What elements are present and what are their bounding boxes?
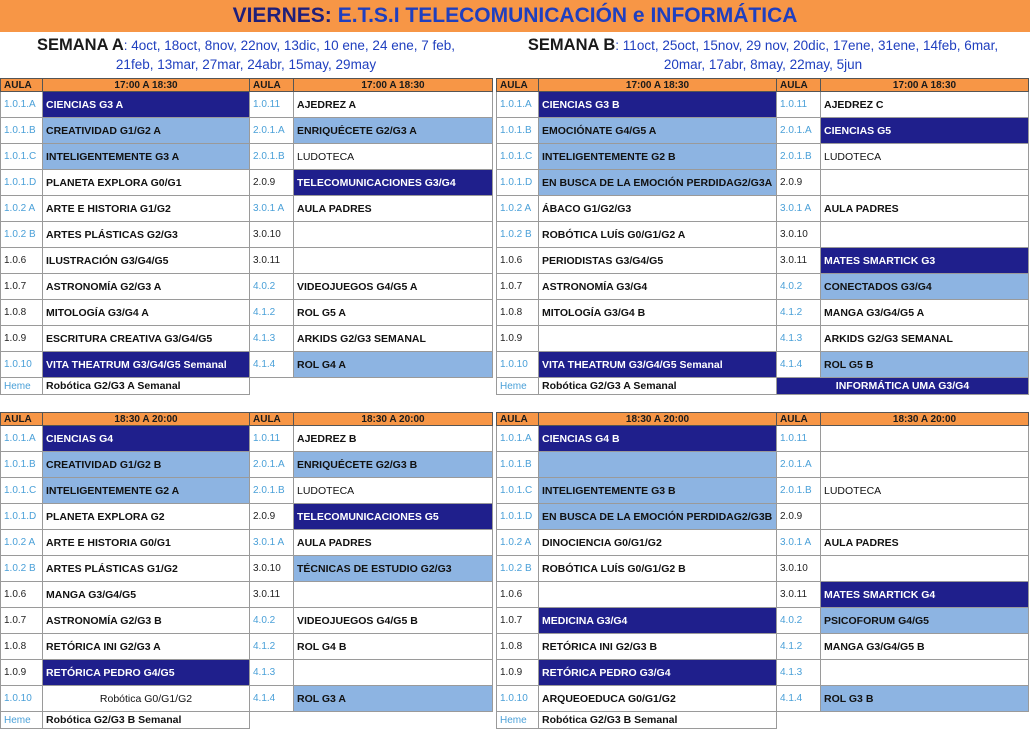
time-slot-header: 18:30 A 20:00: [43, 413, 250, 426]
activity-cell: Robótica G2/G3 B Semanal: [43, 712, 250, 729]
room-code: 1.0.1.C: [1, 478, 43, 504]
activity-cell: ROBÓTICA LUÍS G0/G1/G2 A: [539, 222, 777, 248]
aula-header: AULA: [777, 79, 821, 92]
activity-cell: INTELIGENTEMENTE G2 A: [43, 478, 250, 504]
schedule-row: [1, 352, 493, 378]
room-code: 4.1.2: [250, 300, 294, 326]
schedule-row: [497, 144, 1029, 170]
time-slot-header: 17:00 A 18:30: [43, 79, 250, 92]
activity-cell: [821, 452, 1029, 478]
schedule-row: [1, 300, 493, 326]
room-code: 4.0.2: [250, 274, 294, 300]
room-code: 1.0.8: [497, 300, 539, 326]
room-code: 2.0.9: [777, 504, 821, 530]
time-slot-header: 18:30 A 20:00: [821, 413, 1029, 426]
week-b-dates-1: : 11oct, 25oct, 15nov, 29 nov, 20dic, 17ene, 31ene, 14feb, 6mar,: [615, 38, 999, 53]
activity-cell: CIENCIAS G3 B: [539, 92, 777, 118]
activity-cell: AULA PADRES: [821, 530, 1029, 556]
schedule-row: [497, 170, 1029, 196]
time-slot-header: 17:00 A 18:30: [294, 79, 493, 92]
activity-cell: INTELIGENTEMENTE G2 B: [539, 144, 777, 170]
room-code: 1.0.10: [1, 686, 43, 712]
schedule-row: [497, 248, 1029, 274]
room-code: Heme: [1, 712, 43, 729]
schedule-row: [497, 222, 1029, 248]
room-code: 2.0.1.B: [777, 144, 821, 170]
schedule-row: [1, 634, 493, 660]
activity-cell: MANGA G3/G4/G5 A: [821, 300, 1029, 326]
room-code: 1.0.10: [1, 352, 43, 378]
activity-cell: ARTES PLÁSTICAS G1/G2: [43, 556, 250, 582]
room-code: 3.0.11: [777, 248, 821, 274]
activity-cell: PERIODISTAS G3/G4/G5: [539, 248, 777, 274]
room-code: 4.1.2: [250, 634, 294, 660]
room-code: 4.1.3: [250, 326, 294, 352]
schedule-row: [497, 118, 1029, 144]
activity-cell: TELECOMUNICACIONES G3/G4: [294, 170, 493, 196]
activity-cell: AJEDREZ C: [821, 92, 1029, 118]
activity-cell: PLANETA EXPLORA G0/G1: [43, 170, 250, 196]
activity-cell: PSICOFORUM G4/G5: [821, 608, 1029, 634]
room-code: 1.0.1.A: [1, 426, 43, 452]
room-code: 1.0.1.D: [1, 504, 43, 530]
activity-cell: CONECTADOS G3/G4: [821, 274, 1029, 300]
room-code: 1.0.9: [1, 326, 43, 352]
activity-cell: ROL G4 B: [294, 634, 493, 660]
activity-cell: LUDOTECA: [821, 144, 1029, 170]
activity-cell: AULA PADRES: [294, 196, 493, 222]
time-slot-header: 17:00 A 18:30: [539, 79, 777, 92]
activity-cell: CREATIVIDAD G1/G2 B: [43, 452, 250, 478]
aula-header: AULA: [497, 79, 539, 92]
schedule-row: [1, 92, 493, 118]
schedule-row: [497, 274, 1029, 300]
activity-cell: ROL G3 A: [294, 686, 493, 712]
informatica-uma-cell: INFORMÁTICA UMA G3/G4: [777, 378, 1029, 395]
activity-cell: [821, 426, 1029, 452]
activity-cell: PLANETA EXPLORA G2: [43, 504, 250, 530]
activity-cell: EN BUSCA DE LA EMOCIÓN PERDIDAG2/G3A: [539, 170, 777, 196]
schedule-row: [497, 478, 1029, 504]
room-code: 1.0.1.B: [497, 452, 539, 478]
schedule-row: [497, 92, 1029, 118]
room-code: 3.0.1 A: [250, 196, 294, 222]
room-code: 1.0.1.A: [1, 92, 43, 118]
activity-cell: ROL G3 B: [821, 686, 1029, 712]
schedule-row: [497, 452, 1029, 478]
room-code: 1.0.1.D: [1, 170, 43, 196]
room-code: 4.1.4: [777, 686, 821, 712]
room-code: 1.0.10: [497, 352, 539, 378]
activity-cell: [539, 326, 777, 352]
room-code: 1.0.1.C: [497, 478, 539, 504]
room-code: 2.0.1.B: [777, 478, 821, 504]
schedule-row: [1, 504, 493, 530]
room-code: 1.0.11: [250, 426, 294, 452]
activity-cell: ARKIDS G2/G3 SEMANAL: [821, 326, 1029, 352]
room-code: 1.0.11: [777, 92, 821, 118]
schedule-row: [497, 426, 1029, 452]
schedule-row: [497, 660, 1029, 686]
extra-row: [497, 712, 1029, 729]
room-code: 4.0.2: [777, 274, 821, 300]
room-code: 1.0.1.C: [497, 144, 539, 170]
activity-cell: AJEDREZ B: [294, 426, 493, 452]
activity-cell: MANGA G3/G4/G5: [43, 582, 250, 608]
schedule-row: [1, 452, 493, 478]
room-code: 1.0.9: [497, 660, 539, 686]
room-code: 2.0.1.B: [250, 478, 294, 504]
room-code: 4.1.4: [250, 686, 294, 712]
room-code: 4.1.3: [777, 326, 821, 352]
room-code: 1.0.6: [1, 582, 43, 608]
activity-cell: ARTES PLÁSTICAS G2/G3: [43, 222, 250, 248]
activity-cell: LUDOTECA: [294, 144, 493, 170]
empty-cell: [821, 712, 1029, 729]
room-code: 1.0.2 A: [497, 530, 539, 556]
activity-cell: VITA THEATRUM G3/G4/G5 Semanal: [43, 352, 250, 378]
schedule-row: [1, 582, 493, 608]
schedule-row: [1, 222, 493, 248]
activity-cell: AJEDREZ A: [294, 92, 493, 118]
room-code: 2.0.9: [250, 170, 294, 196]
schedule-row: [1, 326, 493, 352]
week-a-label: SEMANA A: [36, 36, 124, 54]
activity-cell: DINOCIENCIA G0/G1/G2: [539, 530, 777, 556]
room-code: 3.0.10: [250, 556, 294, 582]
schedule-row: [1, 530, 493, 556]
time-slot-header: 18:30 A 20:00: [539, 413, 777, 426]
room-code: 1.0.2 B: [497, 222, 539, 248]
room-code: 1.0.1.A: [497, 92, 539, 118]
activity-cell: [539, 452, 777, 478]
empty-cell: [294, 378, 493, 395]
activity-cell: ROL G5 B: [821, 352, 1029, 378]
activity-cell: LUDOTECA: [294, 478, 493, 504]
empty-cell: [294, 712, 493, 729]
room-code: 2.0.1.B: [250, 144, 294, 170]
activity-cell: VIDEOJUEGOS G4/G5 B: [294, 608, 493, 634]
activity-cell: Robótica G2/G3 A Semanal: [43, 378, 250, 395]
room-code: 1.0.10: [497, 686, 539, 712]
aula-header: AULA: [777, 413, 821, 426]
activity-cell: MEDICINA G3/G4: [539, 608, 777, 634]
room-code: 2.0.9: [777, 170, 821, 196]
schedule-row: [1, 686, 493, 712]
aula-header: AULA: [1, 413, 43, 426]
header-row: [497, 413, 1029, 426]
room-code: 4.1.3: [777, 660, 821, 686]
activity-cell: [821, 170, 1029, 196]
activity-cell: EN BUSCA DE LA EMOCIÓN PERDIDAG2/G3B: [539, 504, 777, 530]
activity-cell: [821, 222, 1029, 248]
room-code: Heme: [497, 712, 539, 729]
activity-cell: VIDEOJUEGOS G4/G5 A: [294, 274, 493, 300]
extra-row: [1, 378, 493, 395]
room-code: Heme: [497, 378, 539, 395]
week-a-header: [0, 36, 492, 76]
empty-cell: [250, 378, 294, 395]
activity-cell: MANGA G3/G4/G5 B: [821, 634, 1029, 660]
activity-cell: MITOLOGÍA G3/G4 A: [43, 300, 250, 326]
room-code: 1.0.6: [497, 582, 539, 608]
room-code: 1.0.2 A: [1, 196, 43, 222]
room-code: 3.0.10: [777, 556, 821, 582]
room-code: 3.0.1 A: [777, 530, 821, 556]
room-code: 3.0.11: [777, 582, 821, 608]
room-code: 2.0.1.A: [777, 118, 821, 144]
time-slot-header: 18:30 A 20:00: [294, 413, 493, 426]
activity-cell: RETÓRICA PEDRO G3/G4: [539, 660, 777, 686]
schedule-row: [497, 634, 1029, 660]
activity-cell: [821, 556, 1029, 582]
room-code: 1.0.7: [497, 274, 539, 300]
activity-cell: [294, 582, 493, 608]
room-code: 1.0.9: [497, 326, 539, 352]
schedule-row: [1, 196, 493, 222]
schedule-row: [497, 608, 1029, 634]
room-code: 4.0.2: [777, 608, 821, 634]
schedule-row: [497, 556, 1029, 582]
activity-cell: ARKIDS G2/G3 SEMANAL: [294, 326, 493, 352]
activity-cell: ASTRONOMÍA G2/G3 A: [43, 274, 250, 300]
room-code: 1.0.2 B: [1, 556, 43, 582]
room-code: 3.0.10: [250, 222, 294, 248]
activity-cell: RETÓRICA PEDRO G4/G5: [43, 660, 250, 686]
room-code: 2.0.1.A: [777, 452, 821, 478]
aula-header: AULA: [250, 413, 294, 426]
schedule-block-a1: [0, 78, 493, 395]
room-code: 1.0.8: [1, 300, 43, 326]
activity-cell: INTELIGENTEMENTE G3 A: [43, 144, 250, 170]
room-code: 1.0.9: [1, 660, 43, 686]
room-code: 4.0.2: [250, 608, 294, 634]
page-title: [0, 0, 1030, 32]
room-code: 1.0.8: [497, 634, 539, 660]
activity-cell: TELECOMUNICACIONES G5: [294, 504, 493, 530]
room-code: 1.0.1.A: [497, 426, 539, 452]
room-code: 1.0.6: [497, 248, 539, 274]
room-code: 4.1.4: [250, 352, 294, 378]
week-a-dates-1: : 4oct, 18oct, 8nov, 22nov, 13dic, 10 ene, 24 ene, 7 feb,: [123, 38, 456, 53]
activity-cell: INTELIGENTEMENTE G3 B: [539, 478, 777, 504]
room-code: 2.0.1.A: [250, 452, 294, 478]
room-code: 1.0.7: [497, 608, 539, 634]
room-code: 1.0.11: [777, 426, 821, 452]
title-day: VIERNES:: [232, 4, 332, 27]
activity-cell: ÁBACO G1/G2/G3: [539, 196, 777, 222]
header-row: [497, 79, 1029, 92]
week-b-dates-2: 20mar, 17abr, 8may, 22may, 5jun: [663, 57, 863, 72]
activity-cell: ARTE E HISTORIA G0/G1: [43, 530, 250, 556]
activity-cell: ESCRITURA CREATIVA G3/G4/G5: [43, 326, 250, 352]
schedule-block-b2: [496, 412, 1029, 729]
empty-cell: [777, 712, 821, 729]
room-code: 4.1.4: [777, 352, 821, 378]
aula-header: AULA: [1, 79, 43, 92]
header-row: [1, 413, 493, 426]
schedule-row: [1, 248, 493, 274]
schedule-row: [1, 660, 493, 686]
extra-row: [497, 378, 1029, 395]
activity-cell: ARQUEOEDUCA G0/G1/G2: [539, 686, 777, 712]
week-b-label: SEMANA B: [527, 36, 616, 54]
schedule-row: [497, 582, 1029, 608]
activity-cell: ROL G5 A: [294, 300, 493, 326]
room-code: 1.0.1.B: [497, 118, 539, 144]
schedule-row: [497, 530, 1029, 556]
activity-cell: CIENCIAS G3 A: [43, 92, 250, 118]
schedule-row: [497, 352, 1029, 378]
schedule-row: [1, 118, 493, 144]
room-code: 3.0.11: [250, 582, 294, 608]
room-code: 1.0.1.D: [497, 504, 539, 530]
activity-cell: Robótica G2/G3 A Semanal: [539, 378, 777, 395]
extra-row: [1, 712, 493, 729]
activity-cell: ARTE E HISTORIA G1/G2: [43, 196, 250, 222]
room-code: 1.0.1.C: [1, 144, 43, 170]
activity-cell: ROBÓTICA LUÍS G0/G1/G2 B: [539, 556, 777, 582]
room-code: 4.1.2: [777, 634, 821, 660]
schedule-row: [1, 274, 493, 300]
schedule-row: [1, 608, 493, 634]
room-code: 1.0.2 B: [1, 222, 43, 248]
room-code: 1.0.2 B: [497, 556, 539, 582]
room-code: 1.0.2 A: [497, 196, 539, 222]
activity-cell: [294, 248, 493, 274]
room-code: 1.0.6: [1, 248, 43, 274]
activity-cell: ENRIQUÉCETE G2/G3 A: [294, 118, 493, 144]
week-b-header: [496, 36, 1030, 76]
activity-cell: AULA PADRES: [294, 530, 493, 556]
schedule-row: [1, 478, 493, 504]
room-code: 1.0.11: [250, 92, 294, 118]
schedule-row: [497, 686, 1029, 712]
room-code: 3.0.11: [250, 248, 294, 274]
schedule-row: [497, 326, 1029, 352]
schedule-row: [1, 170, 493, 196]
room-code: Heme: [1, 378, 43, 395]
aula-header: AULA: [497, 413, 539, 426]
aula-header: AULA: [250, 79, 294, 92]
room-code: 3.0.1 A: [250, 530, 294, 556]
room-code: 1.0.1.D: [497, 170, 539, 196]
week-a-dates-2: 21feb, 13mar, 27mar, 24abr, 15may, 29may: [115, 57, 377, 72]
activity-cell: VITA THEATRUM G3/G4/G5 Semanal: [539, 352, 777, 378]
header-row: [1, 79, 493, 92]
activity-cell: AULA PADRES: [821, 196, 1029, 222]
activity-cell: ASTRONOMÍA G3/G4: [539, 274, 777, 300]
activity-cell: LUDOTECA: [821, 478, 1029, 504]
schedule-block-b1: [496, 78, 1029, 395]
title-place: E.T.S.I TELECOMUNICACIÓN e INFORMÁTICA: [337, 4, 798, 27]
room-code: 2.0.1.A: [250, 118, 294, 144]
activity-cell: Robótica G2/G3 B Semanal: [539, 712, 777, 729]
activity-cell: [294, 660, 493, 686]
schedule-row: [497, 196, 1029, 222]
room-code: 1.0.1.B: [1, 452, 43, 478]
activity-cell: [821, 660, 1029, 686]
activity-cell: CIENCIAS G4: [43, 426, 250, 452]
room-code: 3.0.10: [777, 222, 821, 248]
room-code: 1.0.8: [1, 634, 43, 660]
schedule-row: [497, 300, 1029, 326]
room-code: 1.0.7: [1, 608, 43, 634]
room-code: 4.1.3: [250, 660, 294, 686]
activity-cell: MITOLOGÍA G3/G4 B: [539, 300, 777, 326]
activity-cell: RETÓRICA INI G2/G3 A: [43, 634, 250, 660]
activity-cell: CIENCIAS G4 B: [539, 426, 777, 452]
room-code: 3.0.1 A: [777, 196, 821, 222]
activity-cell: ENRIQUÉCETE G2/G3 B: [294, 452, 493, 478]
schedule-row: [1, 556, 493, 582]
room-code: 2.0.9: [250, 504, 294, 530]
activity-cell: [294, 222, 493, 248]
activity-cell: [821, 504, 1029, 530]
time-slot-header: 17:00 A 18:30: [821, 79, 1029, 92]
activity-cell: CIENCIAS G5: [821, 118, 1029, 144]
room-code: 4.1.2: [777, 300, 821, 326]
schedule-row: [1, 144, 493, 170]
activity-cell: ROL G4 A: [294, 352, 493, 378]
activity-cell: CREATIVIDAD G1/G2 A: [43, 118, 250, 144]
activity-cell: ILUSTRACIÓN G3/G4/G5: [43, 248, 250, 274]
activity-cell: Robótica G0/G1/G2: [43, 686, 250, 712]
activity-cell: ASTRONOMÍA G2/G3 B: [43, 608, 250, 634]
activity-cell: TÉCNICAS DE ESTUDIO G2/G3: [294, 556, 493, 582]
room-code: 1.0.2 A: [1, 530, 43, 556]
room-code: 1.0.7: [1, 274, 43, 300]
activity-cell: RETÓRICA INI G2/G3 B: [539, 634, 777, 660]
activity-cell: MATES SMARTICK G4: [821, 582, 1029, 608]
room-code: 1.0.1.B: [1, 118, 43, 144]
schedule-block-a2: [0, 412, 493, 729]
schedule-row: [497, 504, 1029, 530]
activity-cell: EMOCIÓNATE G4/G5 A: [539, 118, 777, 144]
schedule-row: [1, 426, 493, 452]
activity-cell: MATES SMARTICK G3: [821, 248, 1029, 274]
empty-cell: [250, 712, 294, 729]
activity-cell: [539, 582, 777, 608]
